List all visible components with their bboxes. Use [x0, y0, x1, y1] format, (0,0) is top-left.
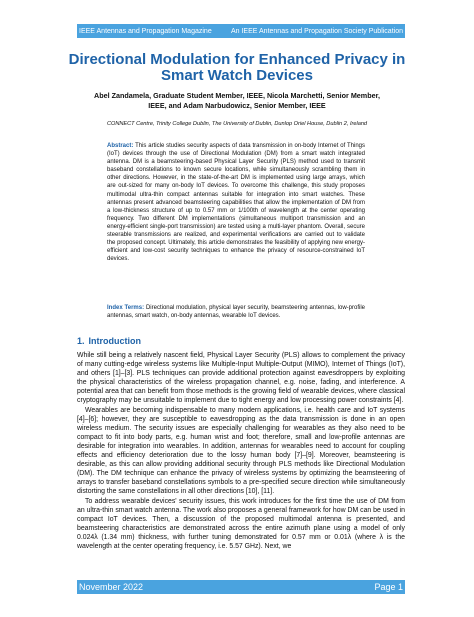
section-number: 1. — [77, 336, 85, 346]
journal-name: IEEE Antennas and Propagation Magazine — [79, 27, 212, 35]
journal-header-bar — [77, 24, 405, 38]
page-footer-bar — [77, 580, 405, 594]
title-line-1: Directional Modulation for Enhanced Privacy in — [68, 51, 406, 68]
authors-line-1: Abel Zandamela, Graduate Student Member, IEEE, Nicola Marchetti, Senior Member, — [94, 91, 380, 100]
page-number: Page 1 — [374, 582, 403, 592]
index-terms-text: Directional modulation, physical layer security, beamsteering antennas, low-profile antennas, smart watch, on-body antennas, wearable IoT devices. — [107, 305, 366, 320]
index-terms-label: Index Terms: — [107, 305, 145, 311]
issue-date: November 2022 — [79, 582, 144, 592]
paragraph-2: Wearables are becoming indispensable to many modern applications, i.e. health care and IoT systems [4]–[6]; however, they are susceptible to eavesdropping as the data transmission is done in an open wireless medium. The security issues are especially challenging for wearables as they also need to be compact to fit into body parts, e.g. human wrist and foot; therefore, small and low-profile antennas are desirable for integration into wearables. In addition, antennas for wearables need to account for coupling effects and efficiency deterioration due to the lossy human body [7]–[9]. Moreover, beamsteering is desirable, as this can allow providing additional security through PLS methods like Directional Modulation (DM). The DM technique can enhance the privacy of wireless systems by optimizing the beamsteering of arrays to transfer baseband constellations symbols to a pre-specified secure direction while simultaneously distorting the same constellations in all other directions [10], [11]. — [77, 406, 405, 496]
abstract — [107, 142, 365, 263]
author-list — [70, 91, 404, 111]
section-title: Introduction — [88, 336, 142, 346]
title-line-2: Smart Watch Devices — [160, 67, 313, 84]
paper-title — [60, 52, 414, 84]
abstract-text: This article studies security aspects of data transmission in on-body Internet of Things (IoT) devices through the use of Directional Modulation (DM) from a smart watch integrated antenna. DM is a beamsteering-based Physical Layer Security (PLS) method used to transmit baseband constellations to known secure locations, while simultaneously scrambling them in other directions. However, in the state-of-the-art DM is implemented using large arrays, which are out-sized for many on-body IoT devices. To overcome this challenge, this study proposes multimodal ultra-thin compact antennas suitable for integration into smart watches. These antennas present advanced beamsteering capabilities that allow the implementation of DM from a low-thickness structure of up to 0.57 mm or 1/100th of wavelength at the center operating frequency. Two different DM implementations (simultaneous multiport transmission and an energy-efficient single-port transmission) are tested using a multi-layer phantom. Overall, secure steerable transmissions are realized, and experimental verifications are carried out to validate the proposed concept. Ultimately, this article demonstrates the feasibility of applying new energy-efficient and low-cost security techniques to enhance the privacy of resource-constrained IoT devices. — [107, 143, 365, 263]
paragraph-1: While still being a relatively nascent field, Physical Layer Security (PLS) allows to complement the privacy of many cutting-edge wireless systems like Multiple-Input Multiple-Output (MIMO), Internet of Things (IoT), and others [1]–[3]. PLS techniques can provide additional protection against eavesdroppers by exploiting the physical characteristics of the wireless propagation channel, e.g. noise, fading, and interference. A potential area that can benefit from those methods is the growing field of wearable devices, where classical cryptography may be unsuitable to implement due to tight energy and low processing power constraints [4]. — [77, 352, 405, 405]
introduction-body — [77, 351, 405, 551]
abstract-label: Abstract: — [107, 143, 134, 149]
paragraph-3: To address wearable devices' security issues, this work introduces for the first time the use of DM from an ultra-thin smart watch antenna. The work also proposes a general framework for how DM can be used in compact IoT devices. Then, a discussion of the proposed multimodal antenna is presented, and beamsteering characteristics are demonstrated across the entire azimuth plane using a model of only 0.024λ (1.34 mm) thickness, with further tuning demonstrated for 0.57 mm or 0.01λ (where λ is the wavelength at the center operating frequency, i.e. 5.57 GHz). Next, we — [77, 497, 405, 550]
section-heading-introduction — [77, 336, 141, 346]
index-terms — [107, 304, 365, 320]
authors-line-2: IEEE, and Adam Narbudowicz, Senior Member, IEEE — [148, 101, 326, 110]
society-publication: An IEEE Antennas and Propagation Society Publication — [230, 27, 403, 35]
affiliation: CONNECT Centre, Trinity College Dublin, The University of Dublin, Dunlop Oriel House, Dublin 2, Ireland — [106, 121, 368, 127]
